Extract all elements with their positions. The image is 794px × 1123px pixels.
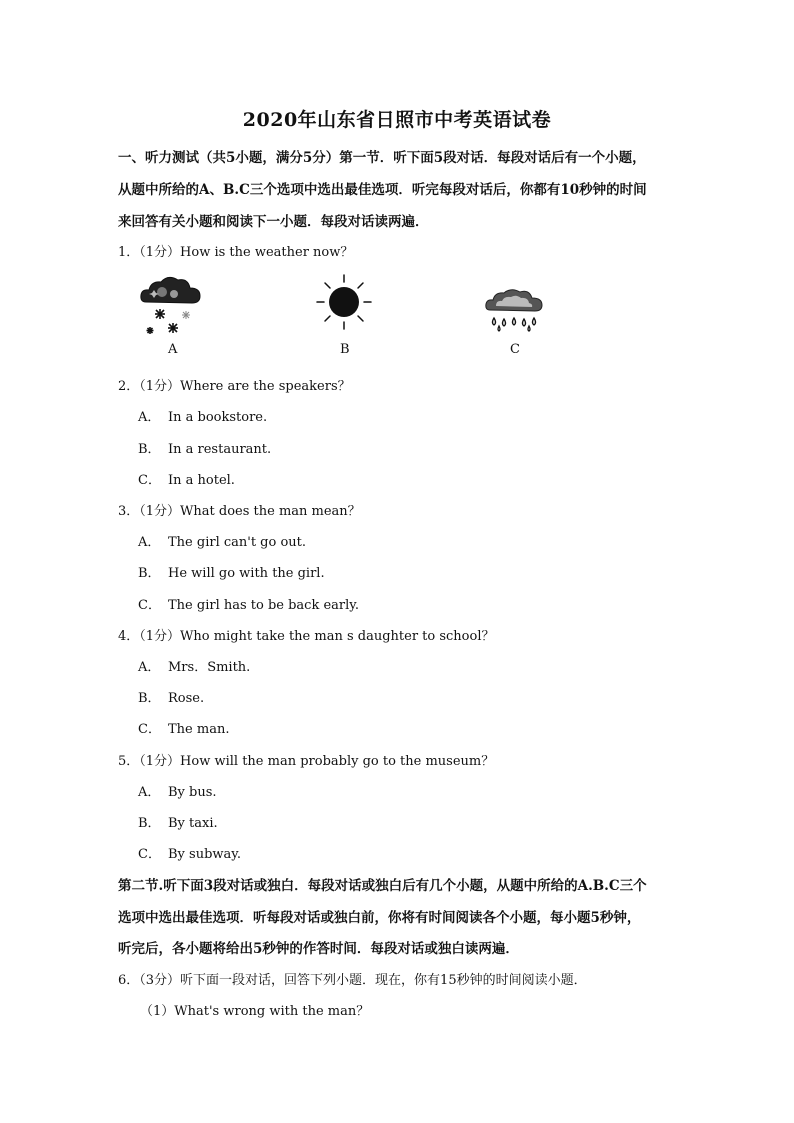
question-3-option-a: A． The girl can't go out.: [138, 535, 307, 550]
image-label-a: A: [168, 342, 178, 357]
question-4-stem: 4．（1分）Who might take the man s daughter to school？: [118, 629, 495, 644]
section1-intro-line-1: 一、听力测试（共5小题，满分5分）第一节．听下面5段对话．每段对话后有一个小题，: [118, 150, 646, 166]
section1-intro-line-2: 从题中所给的A、B.C三个选项中选出最佳选项．听完每段对话后，你都有10秒钟的时间: [118, 182, 647, 198]
question-5-stem: 5．（1分）How will the man probably go to the museum？: [118, 754, 495, 769]
question-2-option-a: A． In a bookstore.: [138, 410, 268, 425]
question-5-option-b: B． By taxi.: [138, 816, 218, 831]
section2-intro-line-2: 选项中选出最佳选项．听每段对话或独白前，你将有时间阅读各个小题，每小题5秒钟，: [118, 910, 641, 926]
question-2-stem: 2．（1分）Where are the speakers？: [118, 379, 351, 394]
question-6-stem: 6．（3分）听下面一段对话，回答下列小题．现在，你有15秒钟的时间阅读小题．: [118, 973, 587, 988]
question-2-option-b: B． In a restaurant.: [138, 442, 272, 457]
question-3-option-b: B． He will go with the girl.: [138, 566, 325, 581]
question-3-option-c: C． The girl has to be back early.: [138, 598, 360, 613]
rain-cloud-icon: [484, 286, 548, 334]
section2-intro-line-3: 听完后，各小题将给出5秒钟的作答时间．每段对话或独白读两遍．: [118, 941, 519, 957]
question-3-stem: 3．（1分）What does the man mean？: [118, 504, 361, 519]
sun-icon: [314, 272, 374, 332]
image-label-b: B: [340, 342, 350, 357]
question-5-option-a: A． By bus.: [138, 785, 217, 800]
page-title: 2020年山东省日照市中考英语试卷: [242, 109, 552, 131]
question-1-stem: 1．（1分）How is the weather now？: [118, 245, 354, 260]
question-4-option-b: B． Rose.: [138, 691, 205, 706]
section2-intro-line-1: 第二节.听下面3段对话或独白．每段对话或独白后有几个小题，从题中所给的A.B.C三个: [118, 878, 647, 894]
question-2-option-c: C． In a hotel.: [138, 473, 235, 488]
question-4-option-c: C． The man.: [138, 722, 230, 737]
snow-cloud-icon: [138, 272, 206, 338]
question-4-option-a: A． Mrs．Smith.: [138, 660, 251, 675]
question-6-sub-1: （1）What's wrong with the man？: [140, 1004, 370, 1019]
image-label-c: C: [510, 342, 520, 357]
section1-intro-line-3: 来回答有关小题和阅读下一小题．每段对话读两遍．: [118, 214, 429, 230]
question-5-option-c: C． By subway.: [138, 847, 242, 862]
